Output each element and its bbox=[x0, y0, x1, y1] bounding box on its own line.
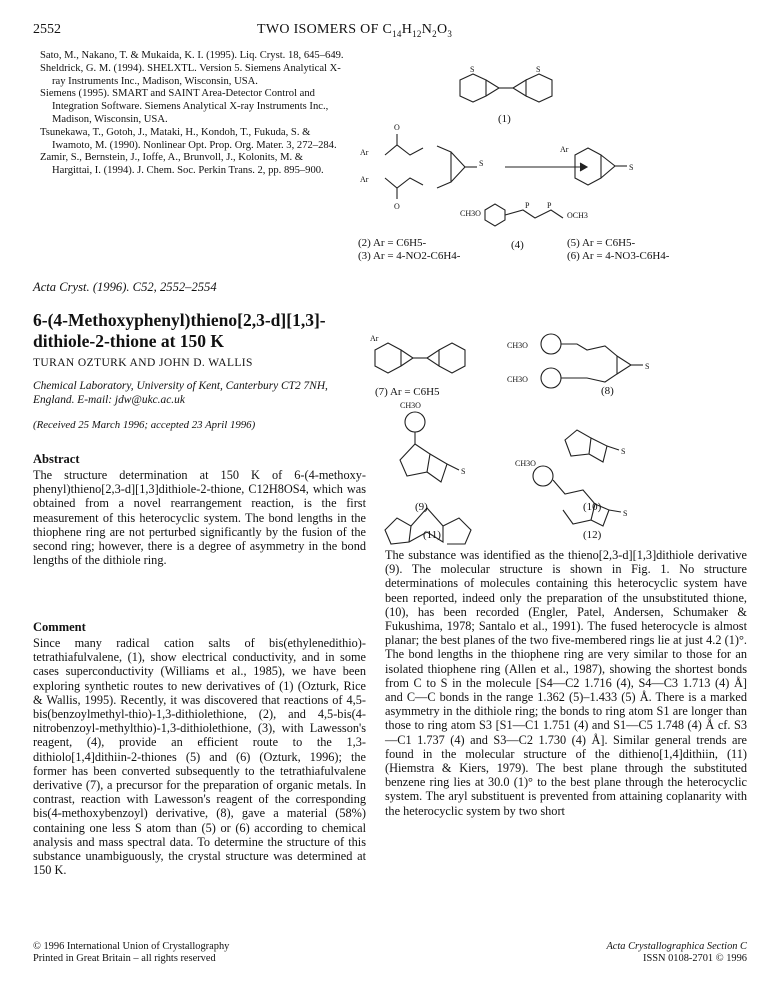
label-compound-12: (12) bbox=[583, 529, 602, 541]
issn-line: ISSN 0108-2701 © 1996 bbox=[642, 953, 747, 964]
atom-label: O bbox=[394, 123, 400, 132]
atom-label: CH3O bbox=[515, 459, 536, 468]
label-compound-10: (10) bbox=[583, 501, 602, 513]
atom-label: S bbox=[470, 65, 475, 74]
atom-label: CH3O bbox=[507, 341, 528, 350]
label-compound-3: (3) Ar = 4-NO2-C6H4- bbox=[358, 250, 461, 262]
label-compound-9: (9) bbox=[415, 501, 428, 513]
atom-label: Ar bbox=[370, 334, 379, 343]
authors: TURAN OZTURK AND JOHN D. WALLIS bbox=[33, 357, 253, 369]
comment-continued-text: The substance was identified as the thieno[2,3-d][1,3]dithiole derivative (9). The molecular structure is shown in Fig. 1. No structure determinations of molecules containing this heterocyclic system have been reported, indeed only the preparation of the unsubstituted thione, (10), has been recorded (Engler, Patel, Andersen, Schumaker & Fukushima, 1978; Santalo et al., 1991). The fused heterocycle is almost planar; the best planes of the two five-membered rings lie at just 4.2 (1)°. The bond lengths in the thiophene ring are very similar to those for an isolated thiophene ring (Allen et al., 1987), showing the shortest bonds from C to S in the molecule [S4—C2 1.716 (4), S4—C3 1.713 (4) Å] and C—C bonds in the range 1.362 (5)–1.433 (5) Å. There is a marked asymmetry in the dithiole ring; the bonds to ring atom S1 are longer than those to ring atom S3 [S1—C1 1.751 (4) and S1—C5 1.748 (4) Å cf. S3—C1 1.737 (4) and S3—C2 1.730 (4) Å]. Similar general trends are found in the molecular structure of the dithieno[1,4]dithiin, (11) (Hiemstra & Kiers, 1979). The best plane through the substituted benzene ring lies at 30.0 (1)° to the best plane through the heterocyclic system. The aryl substituent is prevented from attaining coplanarity with the heterocyclic system by two short bbox=[385, 548, 747, 818]
atom-label: CH3O bbox=[460, 209, 481, 218]
label-compound-7: (7) Ar = C6H5 bbox=[375, 386, 440, 398]
received-date: (Received 25 March 1996; accepted 23 April 1996) bbox=[33, 419, 256, 431]
label-compound-4: (4) bbox=[511, 239, 524, 251]
label-compound-5: (5) Ar = C6H5- bbox=[567, 237, 636, 249]
compound-8-structure bbox=[541, 334, 643, 388]
atom-label: O bbox=[394, 202, 400, 211]
compound-1-structure bbox=[460, 74, 552, 102]
footer-right bbox=[561, 941, 747, 965]
journal-name: Acta Crystallographica Section C bbox=[606, 941, 747, 952]
atom-label: S bbox=[621, 447, 626, 456]
atom-label: OCH3 bbox=[567, 211, 588, 220]
atom-label: CH3O bbox=[507, 375, 528, 384]
comment-text: Since many radical cation salts of bis(ethylenedithio)-tetrathiafulvalene, (1), show electrical conductivity, and in some cases superconductivity (Williams et al., 1985), we have been exploring synthetic routes to new derivatives of (1) (Ozturk, Rice & Wallis, 1995). Recently, it was discovered that reactions of 4,5-bis(benzoylmethyl-thio)-1,3-dithiolethione, (2), and 4,5-bis(4-nitrobenzoyl-methylthio)-1,3-dithiolethione, (3), with Lawesson's reagent, (4), provide an efficient route to the 1,3-dithiolo[1,4]dithiin-2-thiones (5) and (6) (Ozturk, 1996); the former has been converted subsequently to the tetrathiafulvalene derivative (7), a precursor for the preparation of organic metals. In contrast, reaction with Lawesson's reagent of the corresponding bis(4-methoxybenzoyl) derivative, (8), gave a material (58%) containing one less S atom than (5) or (6) according to chemical analysis and mass spectral data. To determine the structure of this substance unambiguously, the crystal structure was determined at 150 K. bbox=[33, 636, 366, 878]
atom-label: S bbox=[536, 65, 541, 74]
affiliation: Chemical Laboratory, University of Kent, Canterbury CT2 7NH, England. E-mail: jdw@ukc.ac.uk bbox=[33, 380, 328, 406]
atom-label: Ar bbox=[360, 148, 369, 157]
label-compound-1: (1) bbox=[498, 113, 511, 125]
atom-label: S bbox=[461, 467, 466, 476]
compound-9-structure bbox=[400, 412, 459, 482]
atom-label: Ar bbox=[360, 175, 369, 184]
reference-item: Sheldrick, G. M. (1994). SHELXTL. Version 5. Siemens Analytical X-ray Instruments Inc., Madison, Wisconsin, USA. bbox=[40, 62, 341, 87]
printed-line: Printed in Great Britain – all rights reserved bbox=[33, 953, 216, 964]
comment-heading: Comment bbox=[33, 620, 86, 634]
atom-label: CH3O bbox=[400, 401, 421, 410]
article-title: 6-(4-Methoxyphenyl)thieno[2,3-d][1,3]-dithiole-2-thione at 150 K bbox=[33, 310, 326, 351]
reference-item: Tsunekawa, T., Gotoh, J., Mataki, H., Kondoh, T., Fukuda, S. & Iwamoto, M. (1990). Nonlinear Opt. Prop. Org. Mater. 3, 272–284. bbox=[40, 126, 337, 151]
atom-label: S bbox=[479, 159, 484, 168]
reference-item: Zamir, S., Bernstein, J., Ioffe, A., Brunvoll, J., Kolonits, M. & Hargittai, I. (1994). J. Chem. Soc. Perkin Trans. 2, pp. 895–900. bbox=[40, 152, 324, 177]
atom-label: S bbox=[623, 509, 628, 518]
atom-label: S bbox=[629, 163, 634, 172]
footer-left bbox=[33, 941, 229, 965]
label-compound-2: (2) Ar = C6H5- bbox=[358, 237, 427, 249]
atom-label: Ar bbox=[560, 145, 569, 154]
label-compound-11: (11) bbox=[423, 529, 441, 541]
compound-2-structure bbox=[385, 134, 477, 199]
atom-label: P bbox=[547, 201, 552, 210]
running-head: TWO ISOMERS OF $C_{14}H_{12}N_2O_3$ bbox=[257, 22, 453, 39]
label-compound-6: (6) Ar = 4-NO3-C6H4- bbox=[567, 250, 670, 262]
page-number: 2552 bbox=[33, 22, 61, 37]
reference-item: Sato, M., Nakano, T. & Mukaida, K. I. (1995). Liq. Cryst. 18, 645–649. bbox=[40, 50, 344, 61]
chemical-scheme bbox=[355, 60, 775, 545]
atom-label: S bbox=[645, 362, 650, 371]
compound-12-structure bbox=[533, 466, 621, 526]
journal-line: Acta Cryst. (1996). C52, 2552–2554 bbox=[33, 280, 217, 294]
abstract-heading: Abstract bbox=[33, 452, 80, 466]
reference-item: Siemens (1995). SMART and SAINT Area-Detector Control and Integration Software. Siemens Analytical X-ray Instruments Inc., Madison, Wisconsin, USA. bbox=[40, 88, 329, 125]
copyright-line: © 1996 International Union of Crystallography bbox=[33, 941, 230, 952]
compound-7-structure bbox=[375, 343, 465, 373]
abstract-text: The structure determination at 150 K of 6-(4-methoxy-phenyl)thieno[2,3-d][1,3]dithiole-2-thione, C12H8OS4, which was obtained from a novel rearrangement reaction, is the first measurement of this heterocyclic system. The bond lengths in the thiophene ring are not perturbed significantly by the fusion of the second ring; however, there is a degree of asymmetry in the bond lengths of the dithiole ring. bbox=[33, 468, 366, 568]
label-compound-8: (8) bbox=[601, 385, 614, 397]
reference-list bbox=[40, 50, 345, 178]
atom-label: P bbox=[525, 201, 530, 210]
compound-10-structure bbox=[565, 430, 619, 462]
